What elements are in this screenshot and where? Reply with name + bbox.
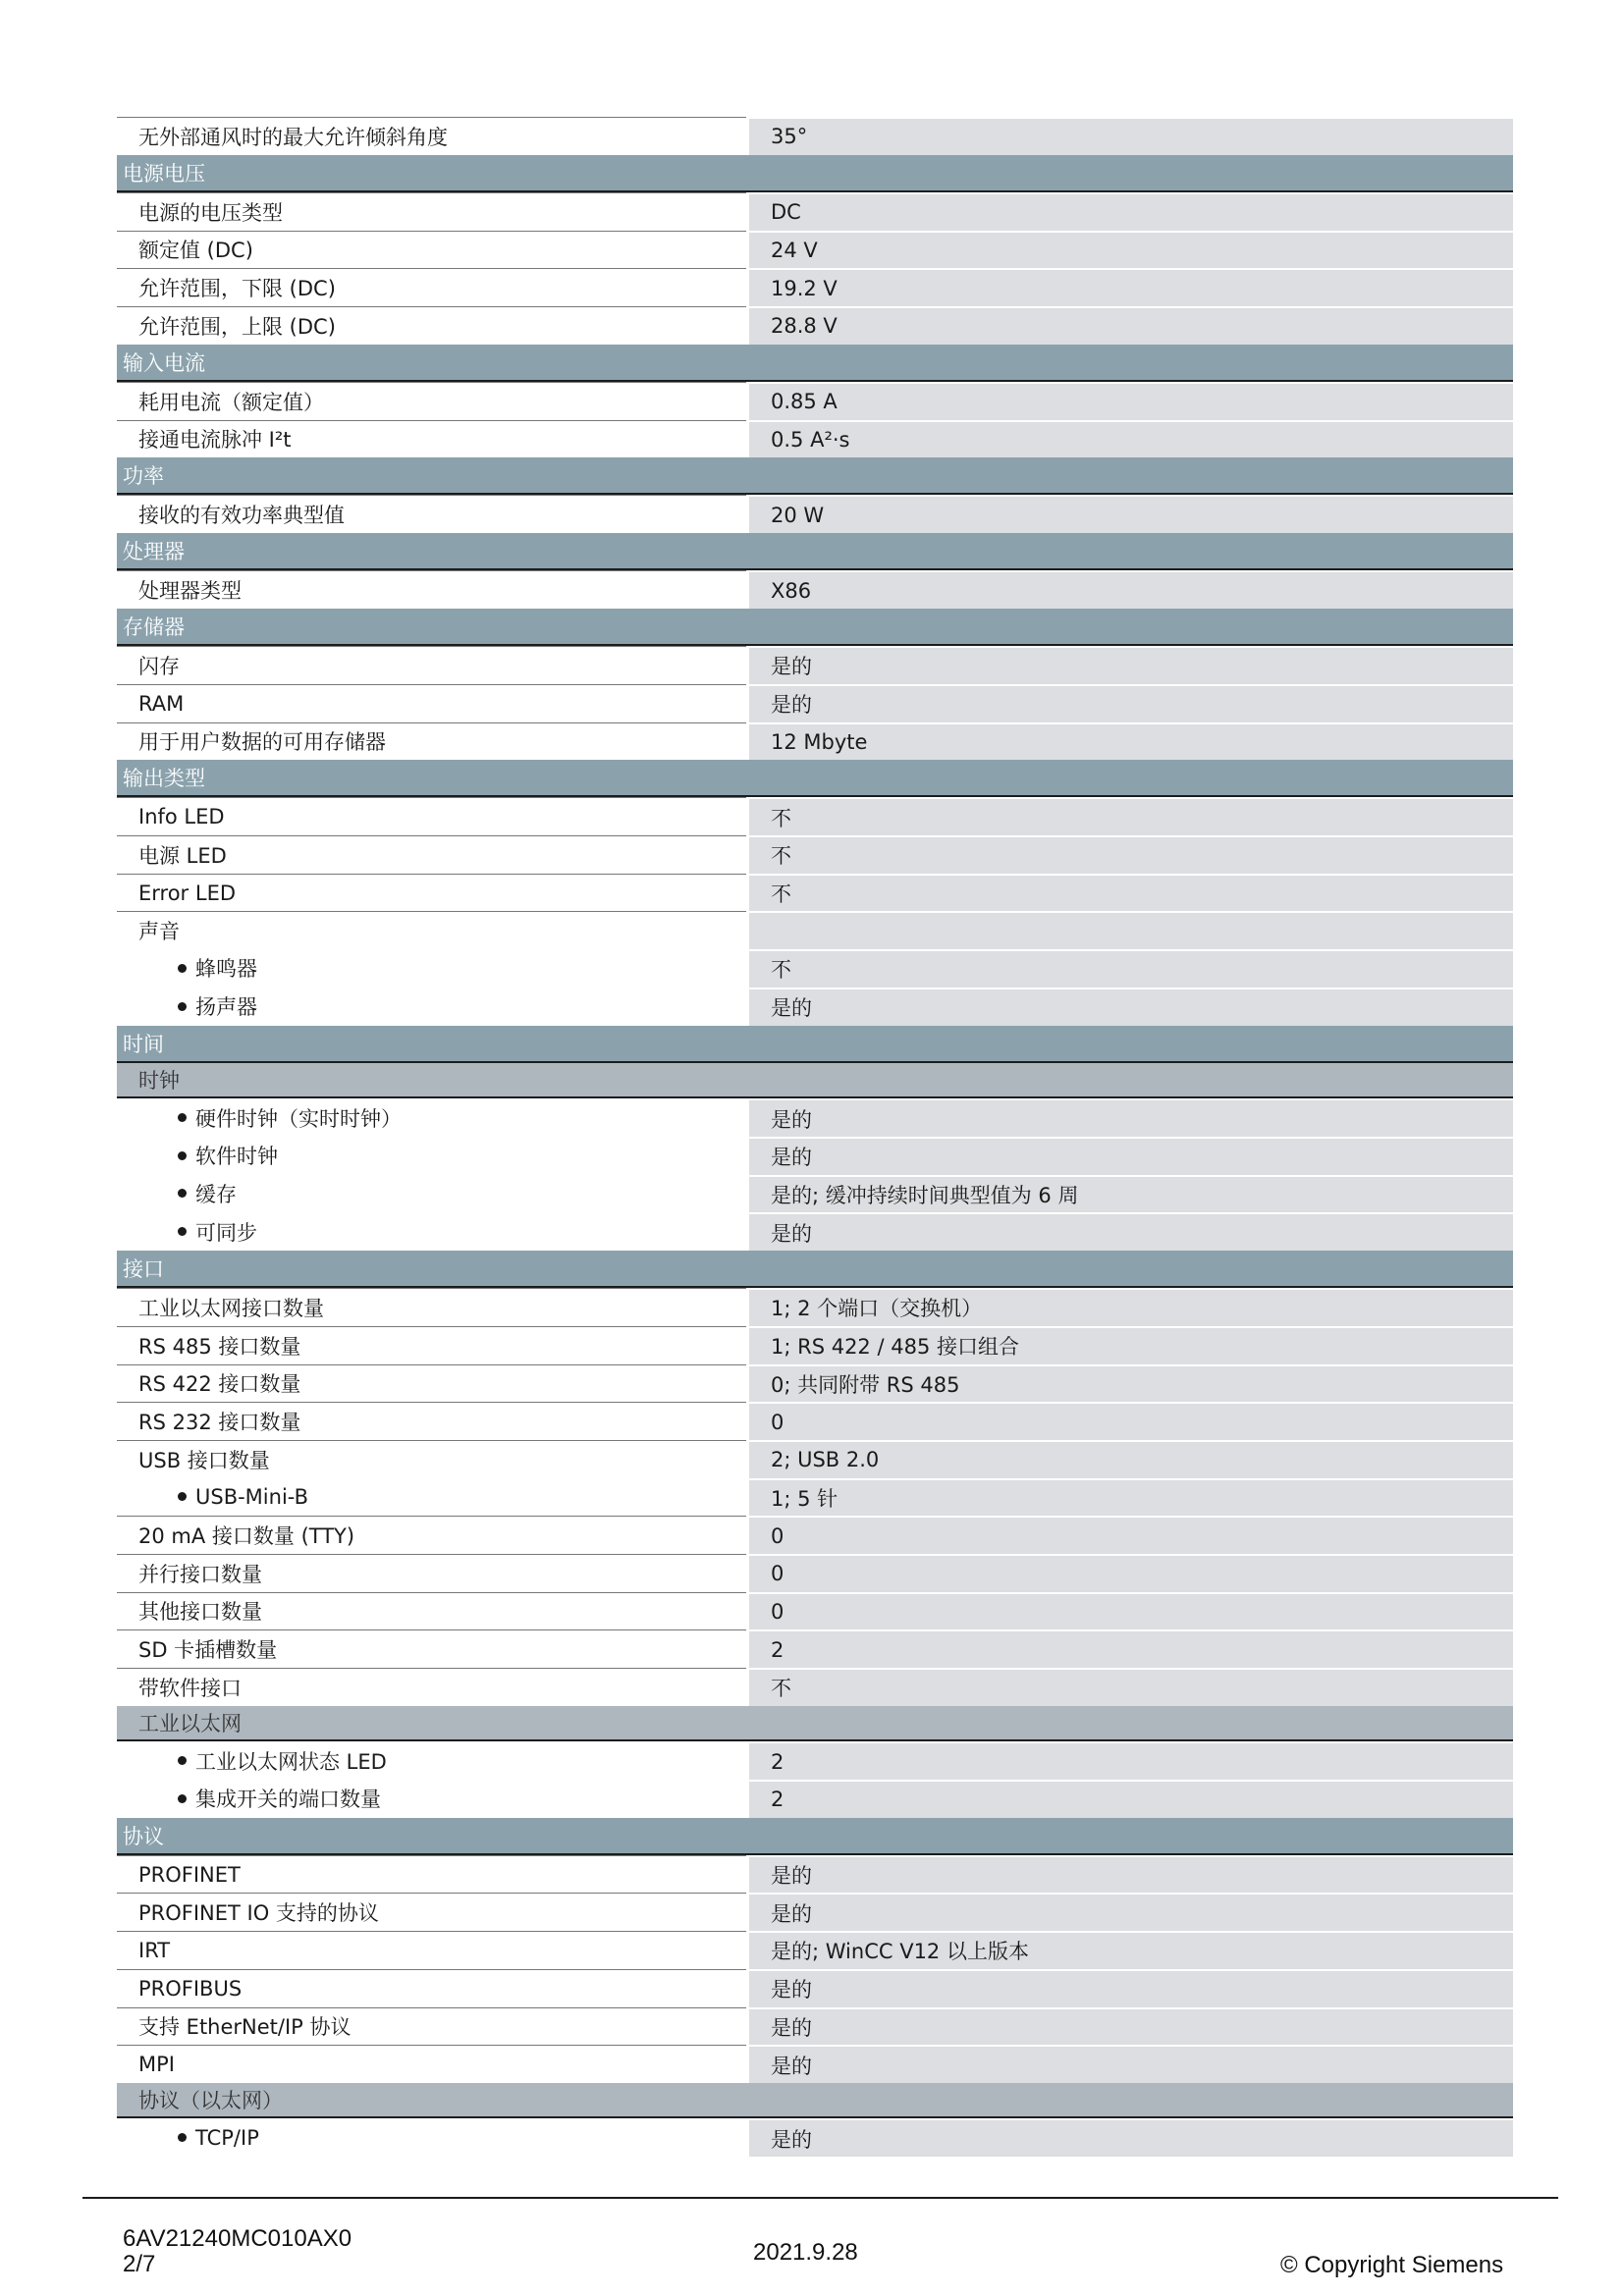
spec-value: 35°	[749, 117, 1513, 155]
spec-row	[117, 1478, 1513, 1517]
spec-label-text: 扬声器	[195, 995, 257, 1020]
section-header	[117, 609, 1513, 646]
spec-label-text: 允许范围，上限 (DC)	[138, 314, 336, 339]
bullet-icon	[178, 1492, 187, 1501]
spec-label-text: 硬件时钟（实时时钟）	[195, 1106, 402, 1131]
spec-row	[117, 1326, 1513, 1364]
spec-label-text: RS 485 接口数量	[138, 1334, 301, 1359]
spec-row	[117, 1554, 1513, 1592]
bullet-icon	[178, 1113, 187, 1122]
spec-label-text: 工业以太网状态 LED	[195, 1749, 387, 1774]
spec-value: 是的	[749, 1855, 1513, 1894]
spec-row	[117, 1175, 1513, 1213]
spec-label-text: 接通电流脉冲 I²t	[138, 428, 292, 453]
spec-label	[117, 835, 746, 874]
spec-row	[117, 1629, 1513, 1668]
bullet-icon	[178, 964, 187, 973]
copyright: © Copyright Siemens	[1280, 2252, 1504, 2278]
spec-label-text: PROFINET IO 支持的协议	[138, 1901, 379, 1926]
spec-label	[117, 1780, 746, 1818]
spec-label	[117, 1402, 746, 1440]
spec-row	[117, 231, 1513, 269]
bullet-icon	[178, 1189, 187, 1198]
section-header	[117, 1818, 1513, 1855]
spec-label-text: RAM	[138, 691, 185, 716]
spec-value: 28.8 V	[749, 306, 1513, 345]
spec-row	[117, 420, 1513, 458]
spec-value: 19.2 V	[749, 268, 1513, 306]
spec-value: 1; 2 个端口（交换机）	[749, 1288, 1513, 1326]
spec-label	[117, 268, 746, 306]
spec-value: 是的	[749, 1969, 1513, 2007]
section-title: 时间	[123, 1032, 164, 1056]
spec-label-text: 蜂鸣器	[195, 957, 257, 982]
spec-value: 是的	[749, 988, 1513, 1026]
spec-value: 不	[749, 874, 1513, 912]
spec-value: 0.5 A²·s	[749, 420, 1513, 458]
spec-label-text: SD 卡插槽数量	[138, 1638, 278, 1663]
spec-value: X86	[749, 570, 1513, 609]
spec-label-text: PROFIBUS	[138, 1976, 243, 2001]
spec-row	[117, 1516, 1513, 1554]
section-title: 处理器	[123, 540, 185, 564]
spec-value: 0	[749, 1554, 1513, 1592]
spec-label-text: 支持 EtherNet/IP 协议	[138, 2015, 352, 2040]
spec-label-text: 闪存	[138, 654, 180, 678]
spec-label	[117, 911, 746, 949]
spec-value: 不	[749, 835, 1513, 874]
spec-table	[117, 117, 1513, 2157]
section-header	[117, 155, 1513, 192]
footer-rule	[82, 2197, 1558, 2199]
section-header	[117, 345, 1513, 382]
bullet-icon	[178, 1151, 187, 1160]
spec-row	[117, 911, 1513, 949]
spec-row	[117, 192, 1513, 231]
section-title: 接口	[123, 1257, 164, 1282]
spec-value: 1; 5 针	[749, 1478, 1513, 1517]
spec-label-text: USB-Mini-B	[195, 1484, 309, 1509]
spec-value: 是的	[749, 1137, 1513, 1175]
spec-label-text: 无外部通风时的最大允许倾斜角度	[138, 125, 448, 149]
spec-label	[117, 949, 746, 988]
bullet-icon	[178, 1227, 187, 1236]
spec-row	[117, 268, 1513, 306]
spec-label	[117, 306, 746, 345]
spec-value: 0.85 A	[749, 382, 1513, 420]
document-date: 2021.9.28	[753, 2239, 858, 2266]
spec-row	[117, 306, 1513, 345]
spec-label-text: 其他接口数量	[138, 1600, 262, 1625]
spec-row	[117, 1893, 1513, 1931]
section-title: 协议	[123, 1824, 164, 1848]
spec-row	[117, 1931, 1513, 1969]
spec-row	[117, 1741, 1513, 1780]
spec-row	[117, 949, 1513, 988]
spec-label	[117, 988, 746, 1026]
spec-label-text: 耗用电流（额定值）	[138, 390, 324, 414]
spec-label-text: PROFINET	[138, 1862, 241, 1887]
spec-value: 是的	[749, 1212, 1513, 1251]
spec-value: 0	[749, 1592, 1513, 1630]
spec-label-text: 允许范围，下限 (DC)	[138, 277, 336, 301]
section-header	[117, 1026, 1513, 1063]
spec-label	[117, 1326, 746, 1364]
section-title: 工业以太网	[138, 1711, 242, 1735]
spec-label	[117, 2118, 746, 2157]
subsection-header	[117, 1706, 1513, 1742]
spec-label-text: 工业以太网接口数量	[138, 1296, 324, 1320]
section-title: 功率	[123, 464, 164, 489]
spec-label	[117, 1931, 746, 1969]
spec-label	[117, 684, 746, 722]
spec-row	[117, 2007, 1513, 2046]
spec-label	[117, 420, 746, 458]
spec-row	[117, 382, 1513, 420]
spec-value: 20 W	[749, 495, 1513, 533]
spec-row	[117, 1137, 1513, 1175]
spec-row	[117, 1969, 1513, 2007]
bullet-icon	[178, 1756, 187, 1765]
spec-row	[117, 1288, 1513, 1326]
section-header	[117, 760, 1513, 797]
spec-label	[117, 1668, 746, 1706]
spec-row	[117, 797, 1513, 835]
spec-value: 2	[749, 1629, 1513, 1668]
spec-value: 0	[749, 1516, 1513, 1554]
subsection-header	[117, 2083, 1513, 2119]
spec-row	[117, 1098, 1513, 1137]
spec-row	[117, 988, 1513, 1026]
spec-label	[117, 1629, 746, 1668]
section-title: 输出类型	[123, 767, 205, 791]
spec-row	[117, 2118, 1513, 2157]
spec-label	[117, 2007, 746, 2046]
spec-label	[117, 1592, 746, 1630]
spec-label-text: 声音	[138, 920, 180, 944]
spec-label-text: RS 422 接口数量	[138, 1372, 301, 1397]
spec-label	[117, 1855, 746, 1894]
spec-label-text: RS 232 接口数量	[138, 1411, 301, 1435]
spec-label	[117, 495, 746, 533]
spec-label-text: Info LED	[138, 805, 225, 829]
spec-row	[117, 2045, 1513, 2083]
spec-label	[117, 874, 746, 912]
spec-label	[117, 722, 746, 761]
spec-label	[117, 1478, 746, 1517]
spec-label	[117, 192, 746, 231]
spec-row	[117, 1780, 1513, 1818]
spec-row	[117, 1592, 1513, 1630]
spec-value: 不	[749, 1668, 1513, 1706]
spec-row	[117, 874, 1513, 912]
spec-row	[117, 117, 1513, 155]
spec-row	[117, 1212, 1513, 1251]
section-header	[117, 1251, 1513, 1288]
spec-label-text: 处理器类型	[138, 579, 242, 604]
spec-value: 是的	[749, 684, 1513, 722]
spec-value: 不	[749, 949, 1513, 988]
spec-label	[117, 1137, 746, 1175]
spec-value	[749, 911, 1513, 949]
spec-label	[117, 646, 746, 684]
spec-label-text: TCP/IP	[195, 2125, 259, 2150]
spec-label	[117, 1554, 746, 1592]
section-header	[117, 533, 1513, 570]
order-number: 6AV21240MC010AX0	[123, 2225, 352, 2252]
spec-row	[117, 646, 1513, 684]
spec-row	[117, 835, 1513, 874]
spec-label-text: 可同步	[195, 1220, 257, 1245]
spec-row	[117, 684, 1513, 722]
spec-label	[117, 1098, 746, 1137]
spec-label	[117, 1893, 746, 1931]
spec-row	[117, 1855, 1513, 1894]
spec-label-text: 接收的有效功率典型值	[138, 504, 345, 528]
spec-row	[117, 1440, 1513, 1478]
spec-label	[117, 1175, 746, 1213]
spec-label-text: 带软件接口	[138, 1676, 242, 1700]
spec-value: 2	[749, 1741, 1513, 1780]
bullet-icon	[178, 1794, 187, 1803]
spec-label	[117, 382, 746, 420]
spec-value: 是的	[749, 646, 1513, 684]
spec-label	[117, 231, 746, 269]
spec-label	[117, 1212, 746, 1251]
section-title: 存储器	[123, 615, 185, 640]
spec-label	[117, 1969, 746, 2007]
spec-value: 12 Mbyte	[749, 722, 1513, 761]
section-title: 协议（以太网）	[138, 2089, 283, 2113]
spec-value: DC	[749, 192, 1513, 231]
bullet-icon	[178, 1002, 187, 1011]
spec-row	[117, 1402, 1513, 1440]
spec-value: 是的; 缓冲持续时间典型值为 6 周	[749, 1175, 1513, 1213]
spec-label-text: 并行接口数量	[138, 1562, 262, 1586]
spec-row	[117, 722, 1513, 761]
spec-value: 是的	[749, 1893, 1513, 1931]
section-title: 电源电压	[123, 161, 205, 186]
spec-row	[117, 495, 1513, 533]
spec-row	[117, 1668, 1513, 1706]
spec-label	[117, 117, 746, 155]
spec-value: 是的	[749, 2045, 1513, 2083]
spec-label-text: USB 接口数量	[138, 1448, 270, 1472]
spec-label-text: MPI	[138, 2053, 175, 2077]
spec-label	[117, 1364, 746, 1403]
spec-value: 24 V	[749, 231, 1513, 269]
spec-value: 是的	[749, 2007, 1513, 2046]
spec-label-text: 用于用户数据的可用存储器	[138, 730, 386, 755]
spec-value: 0; 共同附带 RS 485	[749, 1364, 1513, 1403]
spec-label	[117, 570, 746, 609]
bullet-icon	[178, 2133, 187, 2142]
spec-value: 是的; WinCC V12 以上版本	[749, 1931, 1513, 1969]
spec-value: 2; USB 2.0	[749, 1440, 1513, 1478]
spec-value: 是的	[749, 1098, 1513, 1137]
section-title: 时钟	[138, 1068, 180, 1093]
section-header	[117, 457, 1513, 495]
spec-label	[117, 1440, 746, 1478]
spec-label	[117, 1741, 746, 1780]
spec-label	[117, 1288, 746, 1326]
spec-label	[117, 797, 746, 835]
spec-label	[117, 2045, 746, 2083]
spec-value: 2	[749, 1780, 1513, 1818]
spec-value: 是的	[749, 2118, 1513, 2157]
spec-label-text: 20 mA 接口数量 (TTY)	[138, 1524, 355, 1549]
spec-label-text: 软件时钟	[195, 1145, 278, 1169]
page-number: 2/7	[123, 2251, 156, 2277]
spec-value: 1; RS 422 / 485 接口组合	[749, 1326, 1513, 1364]
spec-label-text: IRT	[138, 1938, 171, 1962]
spec-label-text: 电源 LED	[138, 843, 227, 868]
spec-row	[117, 570, 1513, 609]
spec-label-text: 缓存	[195, 1182, 237, 1206]
spec-label-text: 电源的电压类型	[138, 200, 283, 225]
spec-value: 0	[749, 1402, 1513, 1440]
spec-label-text: Error LED	[138, 881, 237, 905]
spec-label	[117, 1516, 746, 1554]
spec-label-text: 额定值 (DC)	[138, 239, 253, 263]
spec-label-text: 集成开关的端口数量	[195, 1788, 381, 1812]
spec-value: 不	[749, 797, 1513, 835]
spec-row	[117, 1364, 1513, 1403]
subsection-header	[117, 1063, 1513, 1099]
section-title: 输入电流	[123, 350, 205, 375]
